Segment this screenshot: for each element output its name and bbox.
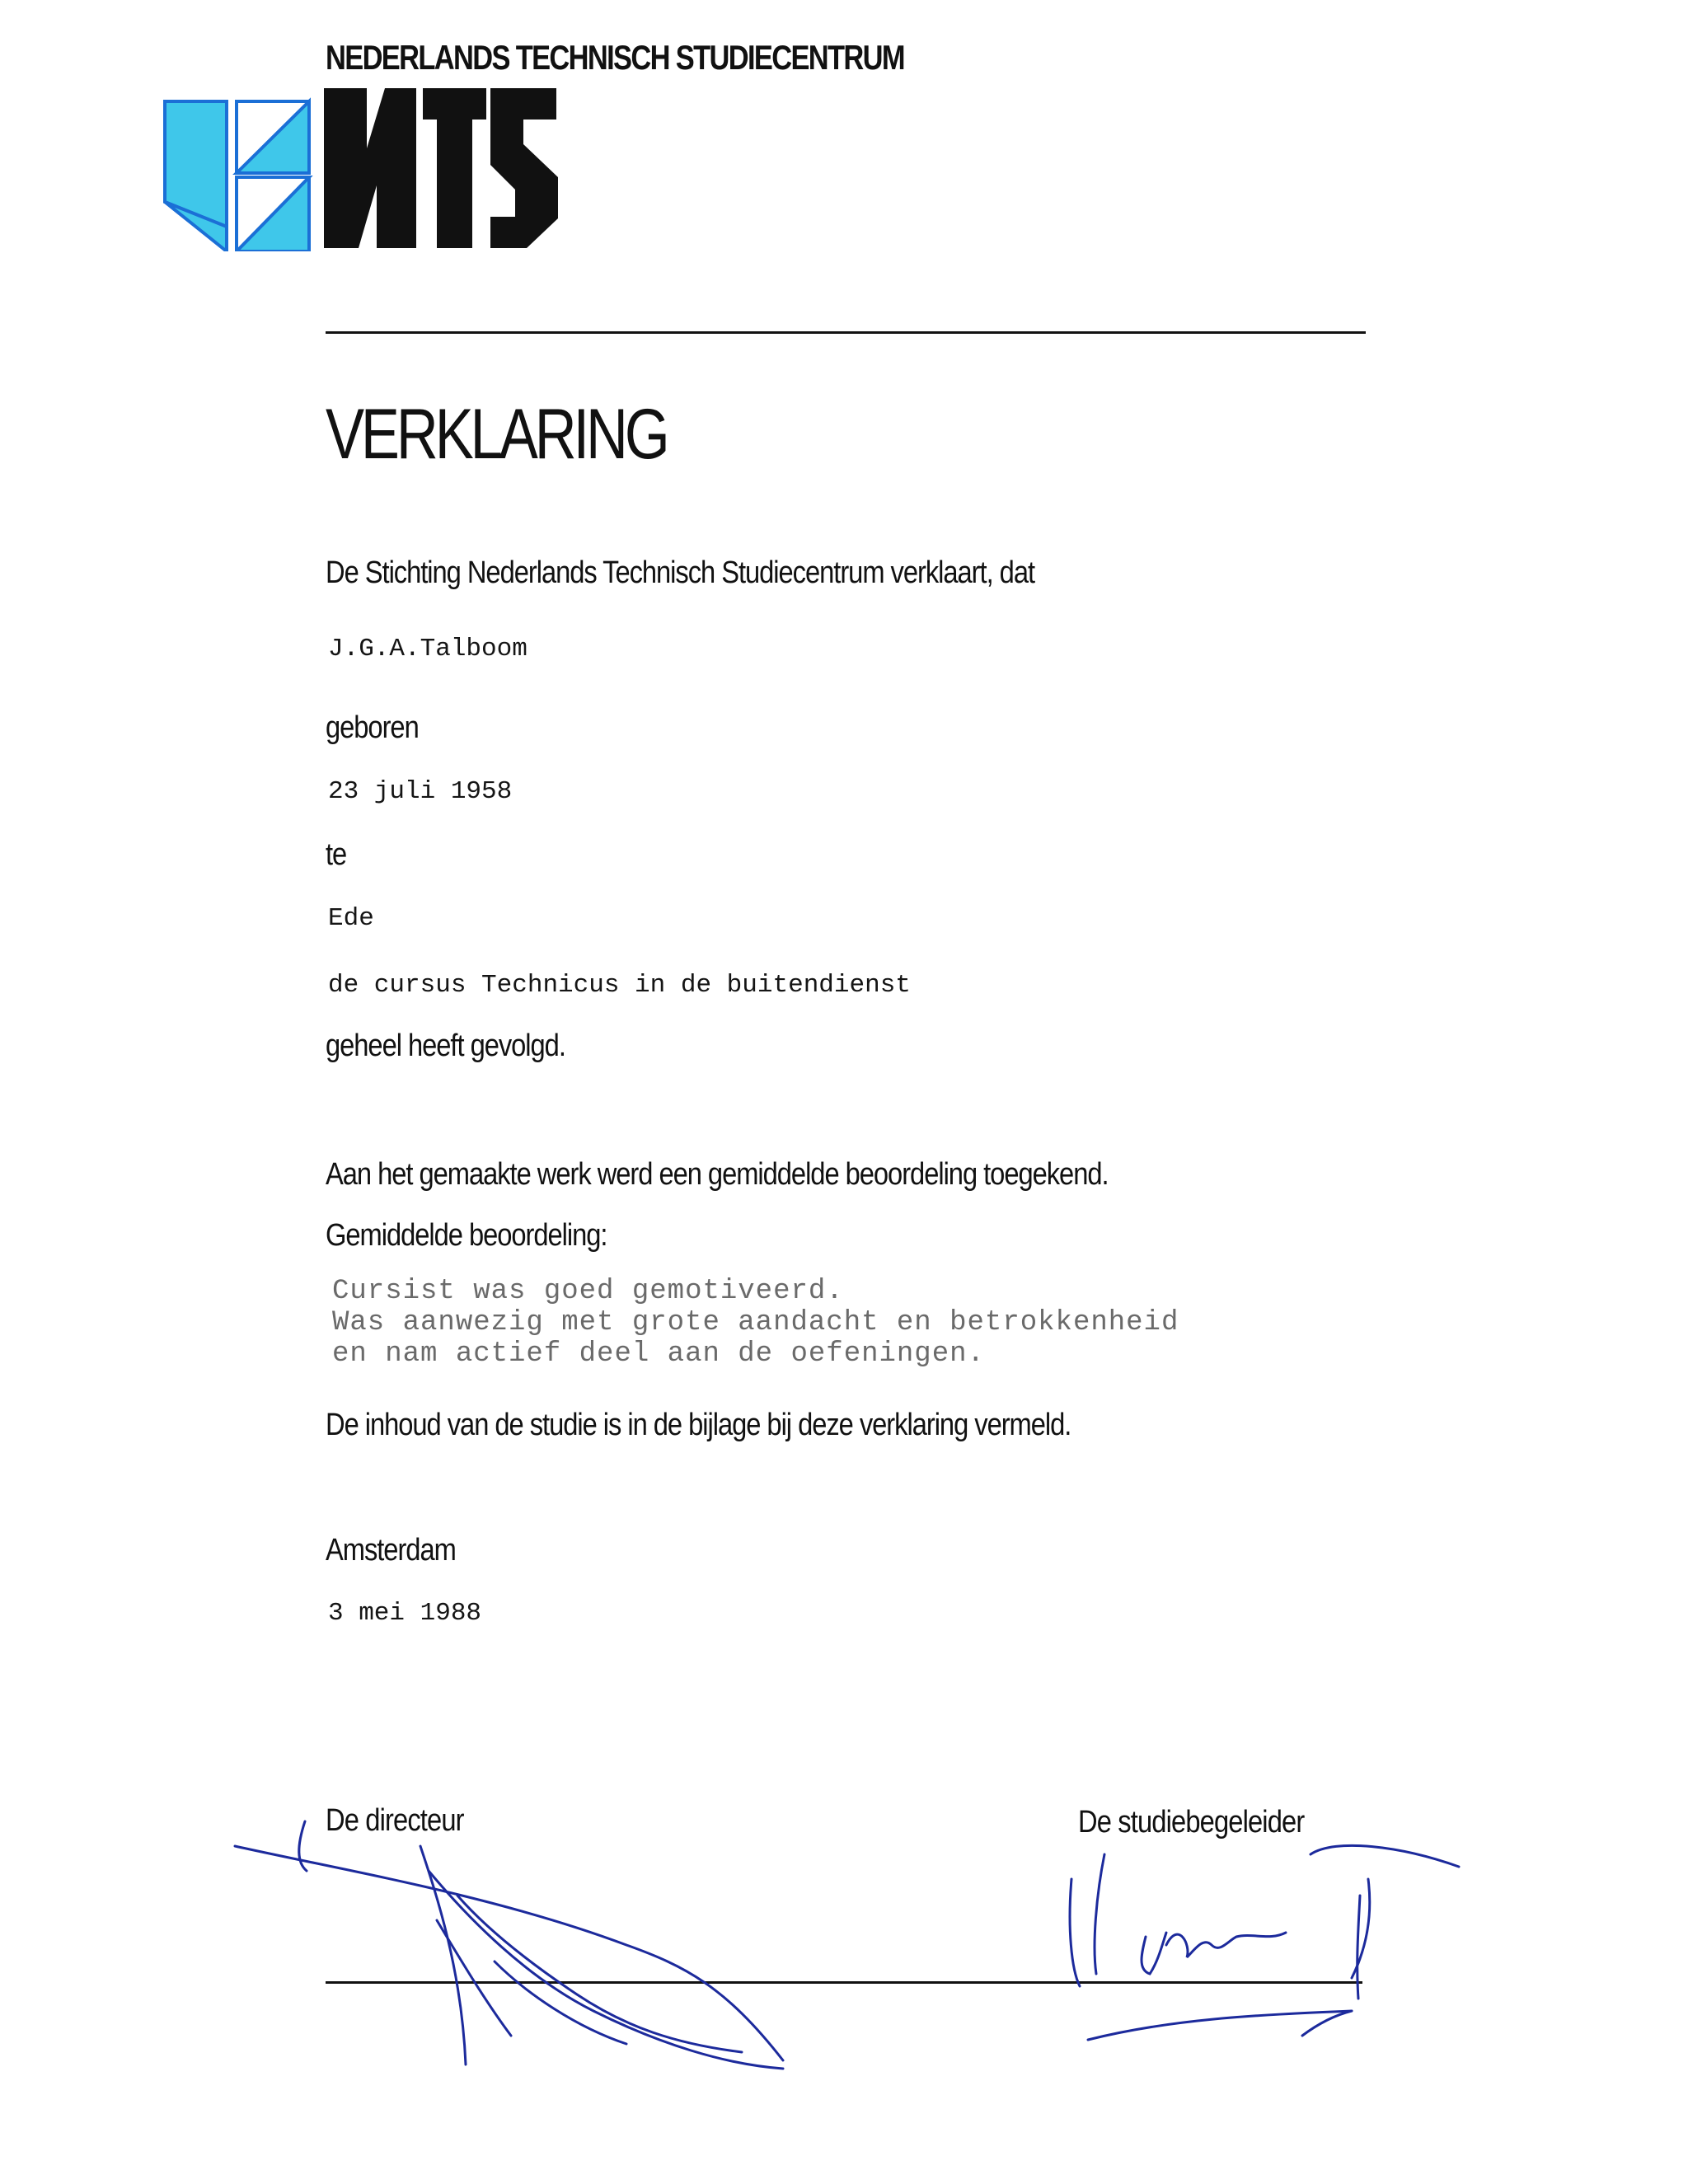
completed-text: geheel heeft gevolgd.	[326, 1029, 565, 1063]
remark-line: en nam actief deel aan de oefeningen.	[332, 1338, 985, 1370]
place-label: te	[326, 837, 347, 872]
supervisor-signature	[1070, 1845, 1459, 2040]
remark-line: Was aanwezig met grote aandacht en betrokkenheid	[332, 1307, 1179, 1338]
director-label: De directeur	[326, 1803, 464, 1838]
assessment-label: Gemiddelde beoordeling:	[326, 1218, 607, 1253]
assessment-remarks	[332, 1276, 1179, 1370]
city: Amsterdam	[326, 1533, 456, 1568]
appendix-note: De inhoud van de studie is in de bijlage bij deze verklaring vermeld.	[326, 1408, 1071, 1442]
nts-logo	[161, 87, 573, 255]
birth-date: 23 juli 1958	[328, 777, 513, 806]
document-date: 3 mei 1988	[328, 1599, 482, 1628]
intro-text: De Stichting Nederlands Technisch Studiecentrum verklaart, dat	[326, 555, 1035, 590]
assessment-statement: Aan het gemaakte werk werd een gemiddelde beoordeling toegekend.	[326, 1157, 1109, 1192]
course-name: de cursus Technicus in de buitendienst	[328, 971, 911, 1000]
director-signature	[235, 1821, 783, 2069]
remark-line: Cursist was goed gemotiveerd.	[332, 1276, 844, 1307]
organization-name: NEDERLANDS TECHNISCH STUDIECENTRUM	[326, 38, 904, 77]
born-label: geboren	[326, 710, 419, 745]
study-supervisor-label: De studiebegeleider	[1078, 1805, 1305, 1840]
student-name: J.G.A.Talboom	[328, 635, 528, 663]
signature-line	[326, 1981, 1362, 1984]
nts-logo-graphic	[161, 87, 573, 251]
birth-place: Ede	[328, 904, 374, 933]
header-divider	[326, 331, 1366, 334]
document-title: VERKLARING	[326, 395, 667, 474]
